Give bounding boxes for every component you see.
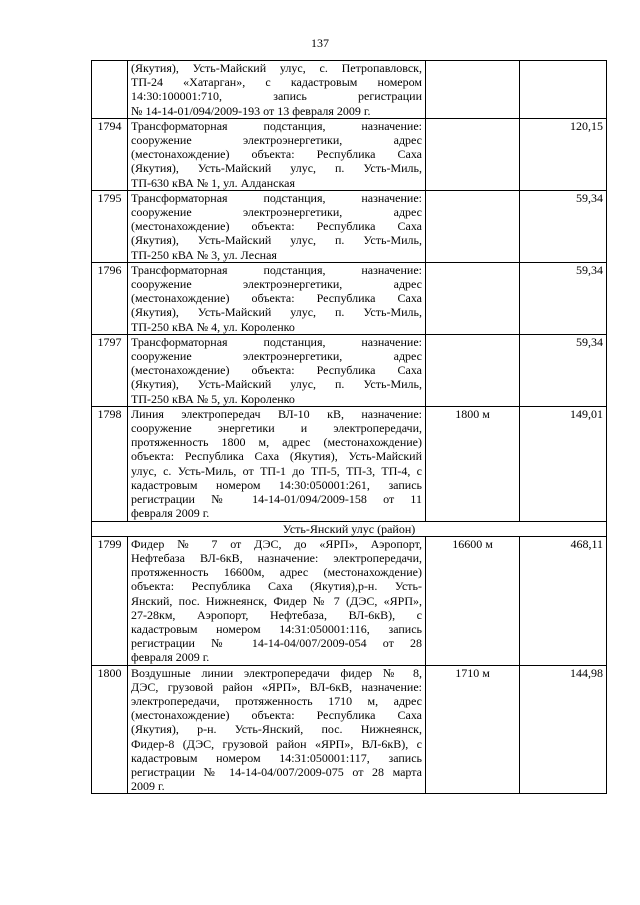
table-row <box>92 406 607 521</box>
description-line: (Якутия), Усть-Майский улус, п. Усть-Миль, <box>131 233 422 248</box>
description-line: регистрации № 14-14-04/007/2009-075 от 28 марта <box>131 764 422 779</box>
section-title: Усть-Янский улус (район) <box>92 521 607 536</box>
description-line: протяженность 1800 м, адрес (местонахождение) <box>131 435 422 450</box>
description-line: кадастровым номером 14:31:050001:116, запись <box>131 621 422 636</box>
description-line: Линия электропередач ВЛ-10 кВ, назначение: <box>131 406 422 421</box>
description-line: ТП-250 кВА № 5, ул. Короленко <box>131 391 295 406</box>
description-line: ТП-630 кВА № 1, ул. Алданская <box>131 175 295 190</box>
property-registry-table <box>91 60 607 794</box>
description-line: Фидер-8 (ДЭС, грузовой район «ЯРП», ВЛ-6кВ), с <box>131 736 422 751</box>
table-row <box>92 262 607 334</box>
object-value: 59,34 <box>520 262 607 334</box>
object-value: 144,98 <box>520 665 607 794</box>
object-length <box>426 334 520 406</box>
description-line: (Якутия), Усть-Майский улус, п. Усть-Миль, <box>131 161 422 176</box>
description-line: сооружение электроэнергетики, адрес <box>131 205 422 220</box>
object-length: 1800 м <box>426 406 520 521</box>
row-number <box>92 61 128 119</box>
object-length <box>426 118 520 190</box>
description-line: Трансформаторная подстанция, назначение: <box>131 118 422 133</box>
description-line: сооружение электроэнергетики, адрес <box>131 277 422 292</box>
object-description <box>128 61 426 119</box>
description-line: февраля 2009 г. <box>131 650 210 665</box>
description-line: (местонахождение) объекта: Республика Саха <box>131 291 422 306</box>
table-row <box>92 334 607 406</box>
description-line: электропередачи, протяженность 1710 м, адрес <box>131 693 422 708</box>
object-length <box>426 190 520 262</box>
description-line: кадастровым номером 14:31:050001:117, запись <box>131 750 422 765</box>
object-value: 149,01 <box>520 406 607 521</box>
description-line: Трансформаторная подстанция, назначение: <box>131 262 422 277</box>
description-line: объекта: Республика Саха (Якутия),р-н. Усть- <box>131 579 422 594</box>
row-number: 1800 <box>92 665 128 794</box>
object-length <box>426 61 520 119</box>
object-length: 1710 м <box>426 665 520 794</box>
table-row <box>92 665 607 794</box>
object-description <box>128 118 426 190</box>
object-value <box>520 61 607 119</box>
row-number: 1796 <box>92 262 128 334</box>
description-line: (Якутия), Усть-Майский улус, п. Усть-Миль, <box>131 377 422 392</box>
description-line: (местонахождение) объекта: Республика Саха <box>131 708 422 723</box>
description-line: кадастровым номером 14:30:050001:261, запись <box>131 477 422 492</box>
table-row <box>92 536 607 665</box>
object-description <box>128 406 426 521</box>
object-value: 120,15 <box>520 118 607 190</box>
description-line: ТП-250 кВА № 4, ул. Короленко <box>131 319 295 334</box>
object-value: 59,34 <box>520 334 607 406</box>
description-line: (Якутия), Усть-Майский улус, с. Петропавловск, <box>131 61 422 75</box>
table-row <box>92 190 607 262</box>
description-line: (местонахождение) объекта: Республика Саха <box>131 363 422 378</box>
description-line: (Якутия), р-н. Усть-Янский, пос. Нижнеянск, <box>131 722 422 737</box>
object-value: 468,11 <box>520 536 607 665</box>
description-line: Трансформаторная подстанция, назначение: <box>131 334 422 349</box>
description-line: сооружение энергетики и электропередачи, <box>131 421 422 436</box>
description-line: ТП-24 «Хатарган», с кадастровым номером <box>131 75 422 90</box>
description-line: Воздушные линии электропередачи фидер № 8, <box>131 665 422 680</box>
description-line: регистрации № 14-14-01/094/2009-158 от 11 <box>131 492 422 507</box>
description-line: улус, с. Усть-Миль, от ТП-1 до ТП-5, ТП-3, ТП-4, с <box>131 463 422 478</box>
object-description <box>128 665 426 794</box>
description-line: объекта: Республика Саха (Якутия), Усть-Майский <box>131 449 422 464</box>
object-value: 59,34 <box>520 190 607 262</box>
description-line: Трансформаторная подстанция, назначение: <box>131 190 422 205</box>
row-number: 1799 <box>92 536 128 665</box>
description-line: 2009 г. <box>131 779 165 794</box>
row-number: 1797 <box>92 334 128 406</box>
description-line: сооружение электроэнергетики, адрес <box>131 133 422 148</box>
description-line: ТП-250 кВА № 3, ул. Лесная <box>131 247 277 262</box>
description-line: 27-28км, Аэропорт, Нефтебаза, ВЛ-6кВ), с <box>131 607 422 622</box>
description-line: (Якутия), Усть-Майский улус, п. Усть-Миль, <box>131 305 422 320</box>
description-line: Янский, пос. Нижнеянск, Фидер № 7 (ДЭС, «ЯРП», <box>131 593 422 608</box>
table-row <box>92 61 607 119</box>
description-line: (местонахождение) объекта: Республика Саха <box>131 219 422 234</box>
page-number: 137 <box>311 36 329 50</box>
table-row <box>92 118 607 190</box>
object-description <box>128 262 426 334</box>
object-length <box>426 262 520 334</box>
description-line: Фидер № 7 от ДЭС, до «ЯРП», Аэропорт, <box>131 536 422 551</box>
description-line: № 14-14-01/094/2009-193 от 13 февраля 2009 г. <box>131 103 371 118</box>
table-body <box>92 61 607 794</box>
section-header-row <box>92 521 607 536</box>
description-line: февраля 2009 г. <box>131 506 210 521</box>
row-number: 1798 <box>92 406 128 521</box>
description-line: регистрации № 14-14-04/007/2009-054 от 28 <box>131 636 422 651</box>
object-description <box>128 190 426 262</box>
description-line: (местонахождение) объекта: Республика Саха <box>131 147 422 162</box>
description-line: 14:30:100001:710, запись регистрации <box>131 89 422 104</box>
object-length: 16600 м <box>426 536 520 665</box>
description-line: сооружение электроэнергетики, адрес <box>131 349 422 364</box>
row-number: 1795 <box>92 190 128 262</box>
object-description <box>128 536 426 665</box>
description-line: ДЭС, грузовой район «ЯРП», ВЛ-6кВ, назначение: <box>131 679 422 694</box>
description-line: Нефтебаза ВЛ-6кВ, назначение: электропередачи, <box>131 550 422 565</box>
description-line: протяженность 16600м, адрес (местонахождение) <box>131 565 422 580</box>
row-number: 1794 <box>92 118 128 190</box>
object-description <box>128 334 426 406</box>
